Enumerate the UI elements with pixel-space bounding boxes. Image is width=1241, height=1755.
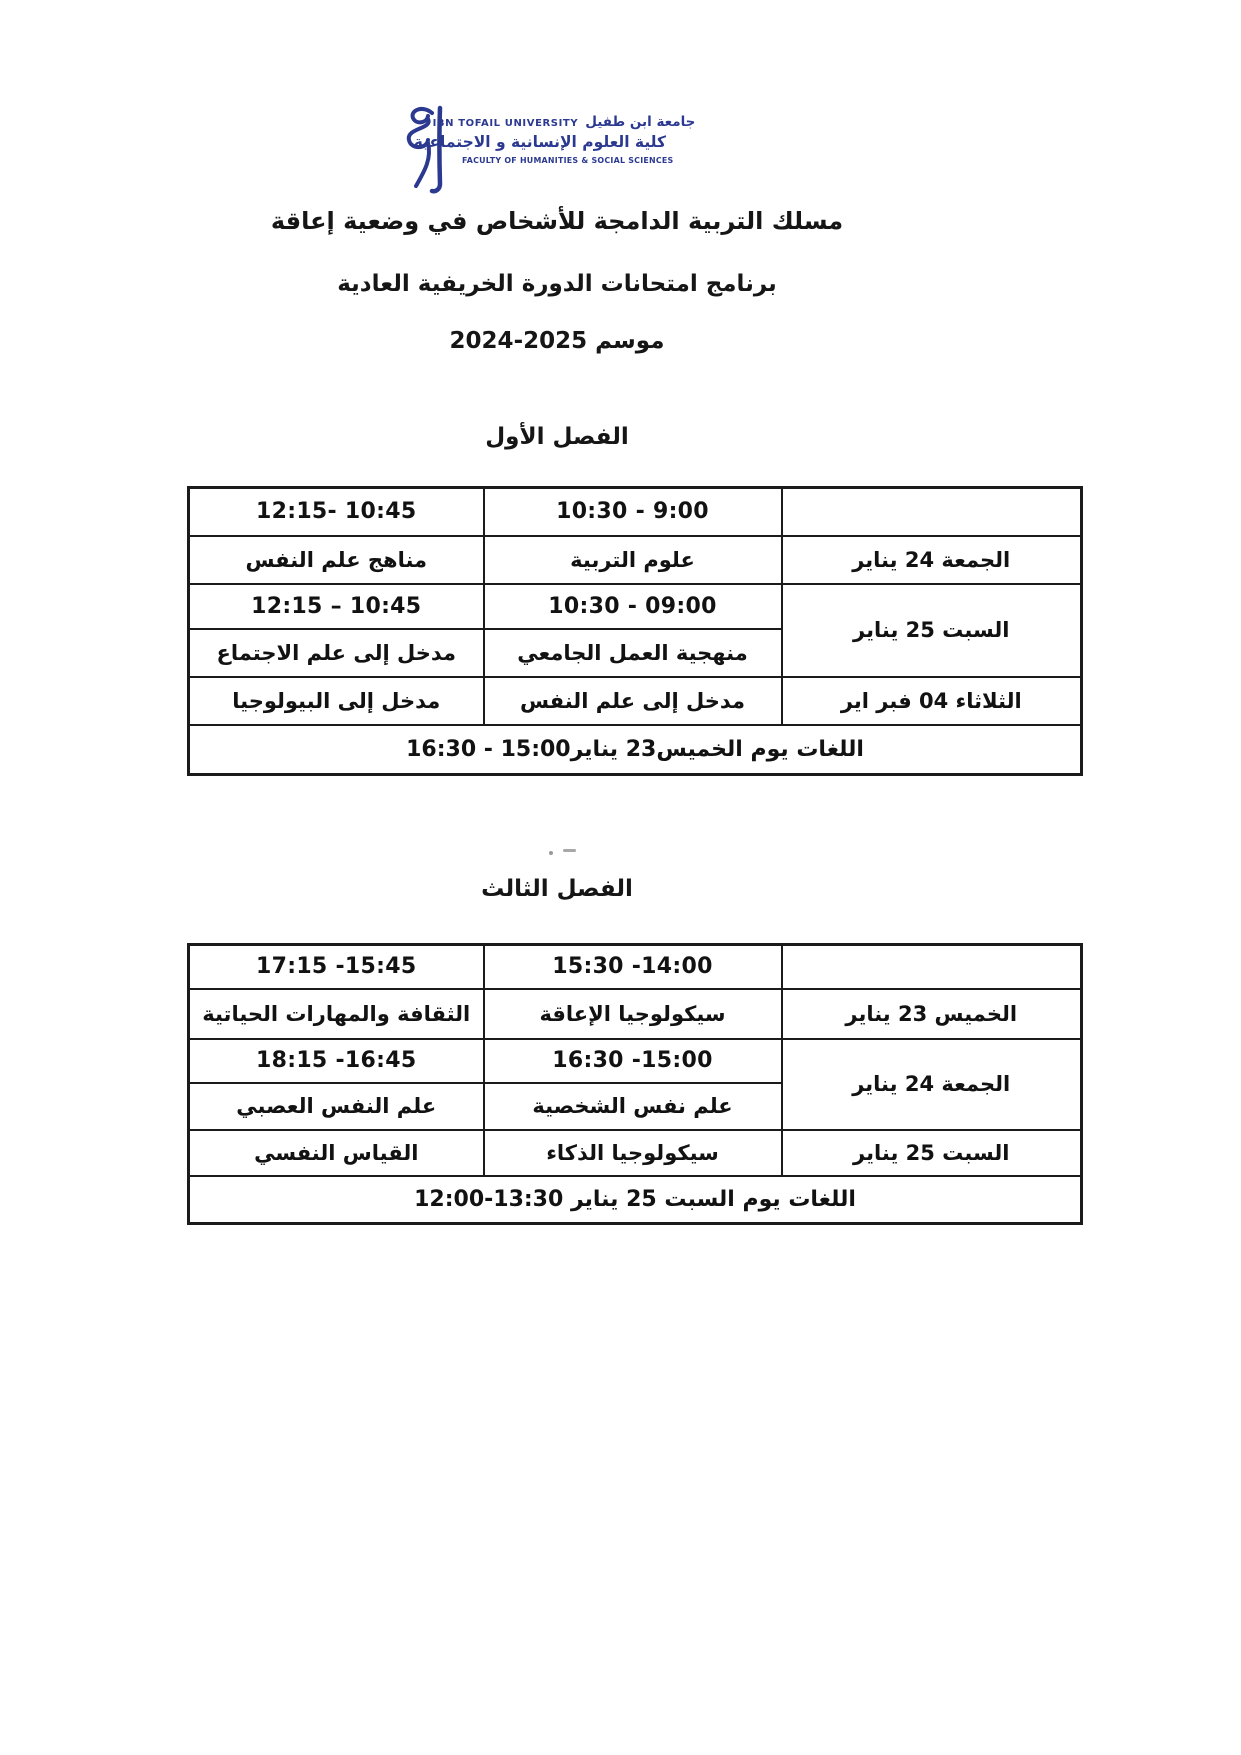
exam-subject-cell: سيكولوجيا الإعاقة bbox=[484, 989, 782, 1039]
table-row bbox=[189, 1130, 1082, 1176]
exam-time-cell: 17:15 -15:45 bbox=[189, 945, 484, 989]
exam-time-cell: 12:15- 10:45 bbox=[189, 488, 484, 536]
exam-subject-cell: سيكولوجيا الذكاء bbox=[484, 1130, 782, 1176]
exam-day-cell: الجمعة 24 يناير bbox=[782, 536, 1082, 584]
exam-day-cell: السبت 25 يناير bbox=[782, 1130, 1082, 1176]
table-row bbox=[189, 488, 1082, 536]
table-row bbox=[189, 1176, 1082, 1224]
table-row bbox=[189, 725, 1082, 775]
semester3-heading: الفصل الثالث bbox=[481, 876, 633, 902]
exam-subject-cell: مدخل إلى علم الاجتماع bbox=[189, 629, 484, 677]
exam-time-cell: 10:30 - 9:00 bbox=[484, 488, 782, 536]
semester1-heading: الفصل الأول bbox=[485, 424, 629, 450]
table-row bbox=[189, 536, 1082, 584]
exam-time-cell: 16:30 -15:00 bbox=[484, 1039, 782, 1083]
exam-day-cell: الخميس 23 يناير bbox=[782, 989, 1082, 1039]
exam-subject-cell: علم نفس الشخصية bbox=[484, 1083, 782, 1130]
university-logo-text bbox=[413, 102, 696, 165]
document-title-season: موسم 2025-2024 bbox=[449, 328, 665, 354]
exam-subject-cell: القياس النفسي bbox=[189, 1130, 484, 1176]
exam-time-cell: 15:30 -14:00 bbox=[484, 945, 782, 989]
logo-university-name-ar: جامعة ابن طفيل bbox=[585, 114, 696, 130]
exam-day-cell: الثلاثاء 04 فبر اير bbox=[782, 677, 1082, 725]
table-row bbox=[189, 1039, 1082, 1083]
exam-subject-cell: مدخل إلى البيولوجيا bbox=[189, 677, 484, 725]
semester1-exam-table bbox=[187, 486, 1083, 776]
exam-day-cell bbox=[782, 945, 1082, 989]
scan-artifact-dash bbox=[563, 849, 576, 852]
exam-subject-cell: مناهج علم النفس bbox=[189, 536, 484, 584]
exam-subject-cell: منهجية العمل الجامعي bbox=[484, 629, 782, 677]
university-logo bbox=[394, 102, 696, 198]
document-title-program: مسلك التربية الدامجة للأشخاص في وضعية إعاقة bbox=[270, 207, 844, 235]
exam-subject-cell: علوم التربية bbox=[484, 536, 782, 584]
scan-artifact-dot bbox=[549, 851, 553, 855]
exam-day-cell: السبت 25 يناير bbox=[782, 584, 1082, 677]
exam-day-cell: الجمعة 24 يناير bbox=[782, 1039, 1082, 1130]
table-row bbox=[189, 677, 1082, 725]
logo-faculty-name-en: FACULTY OF HUMANITIES & SOCIAL SCIENCES bbox=[462, 156, 674, 165]
logo-university-name-en: IBN TOFAIL UNIVERSITY bbox=[432, 118, 579, 129]
languages-schedule-cell: اللغات يوم الخميس23 يناير15:00 - 16:30 bbox=[189, 725, 1082, 775]
document-title-exam-session: برنامج امتحانات الدورة الخريفية العادية bbox=[337, 271, 777, 297]
exam-time-cell: 12:15 – 10:45 bbox=[189, 584, 484, 629]
table-row bbox=[189, 584, 1082, 629]
exam-subject-cell: الثقافة والمهارات الحياتية bbox=[189, 989, 484, 1039]
table-row bbox=[189, 989, 1082, 1039]
logo-university-name-line bbox=[432, 114, 696, 130]
exam-day-cell bbox=[782, 488, 1082, 536]
exam-time-cell: 10:30 - 09:00 bbox=[484, 584, 782, 629]
exam-subject-cell: مدخل إلى علم النفس bbox=[484, 677, 782, 725]
table-row bbox=[189, 945, 1082, 989]
exam-time-cell: 18:15 -16:45 bbox=[189, 1039, 484, 1083]
languages-schedule-cell: اللغات يوم السبت 25 يناير 13:30-12:00 bbox=[189, 1176, 1082, 1224]
exam-subject-cell: علم النفس العصبي bbox=[189, 1083, 484, 1130]
logo-faculty-name-ar: كلية العلوم الإنسانية و الاجتماعية bbox=[413, 133, 666, 151]
semester3-exam-table bbox=[187, 943, 1083, 1225]
